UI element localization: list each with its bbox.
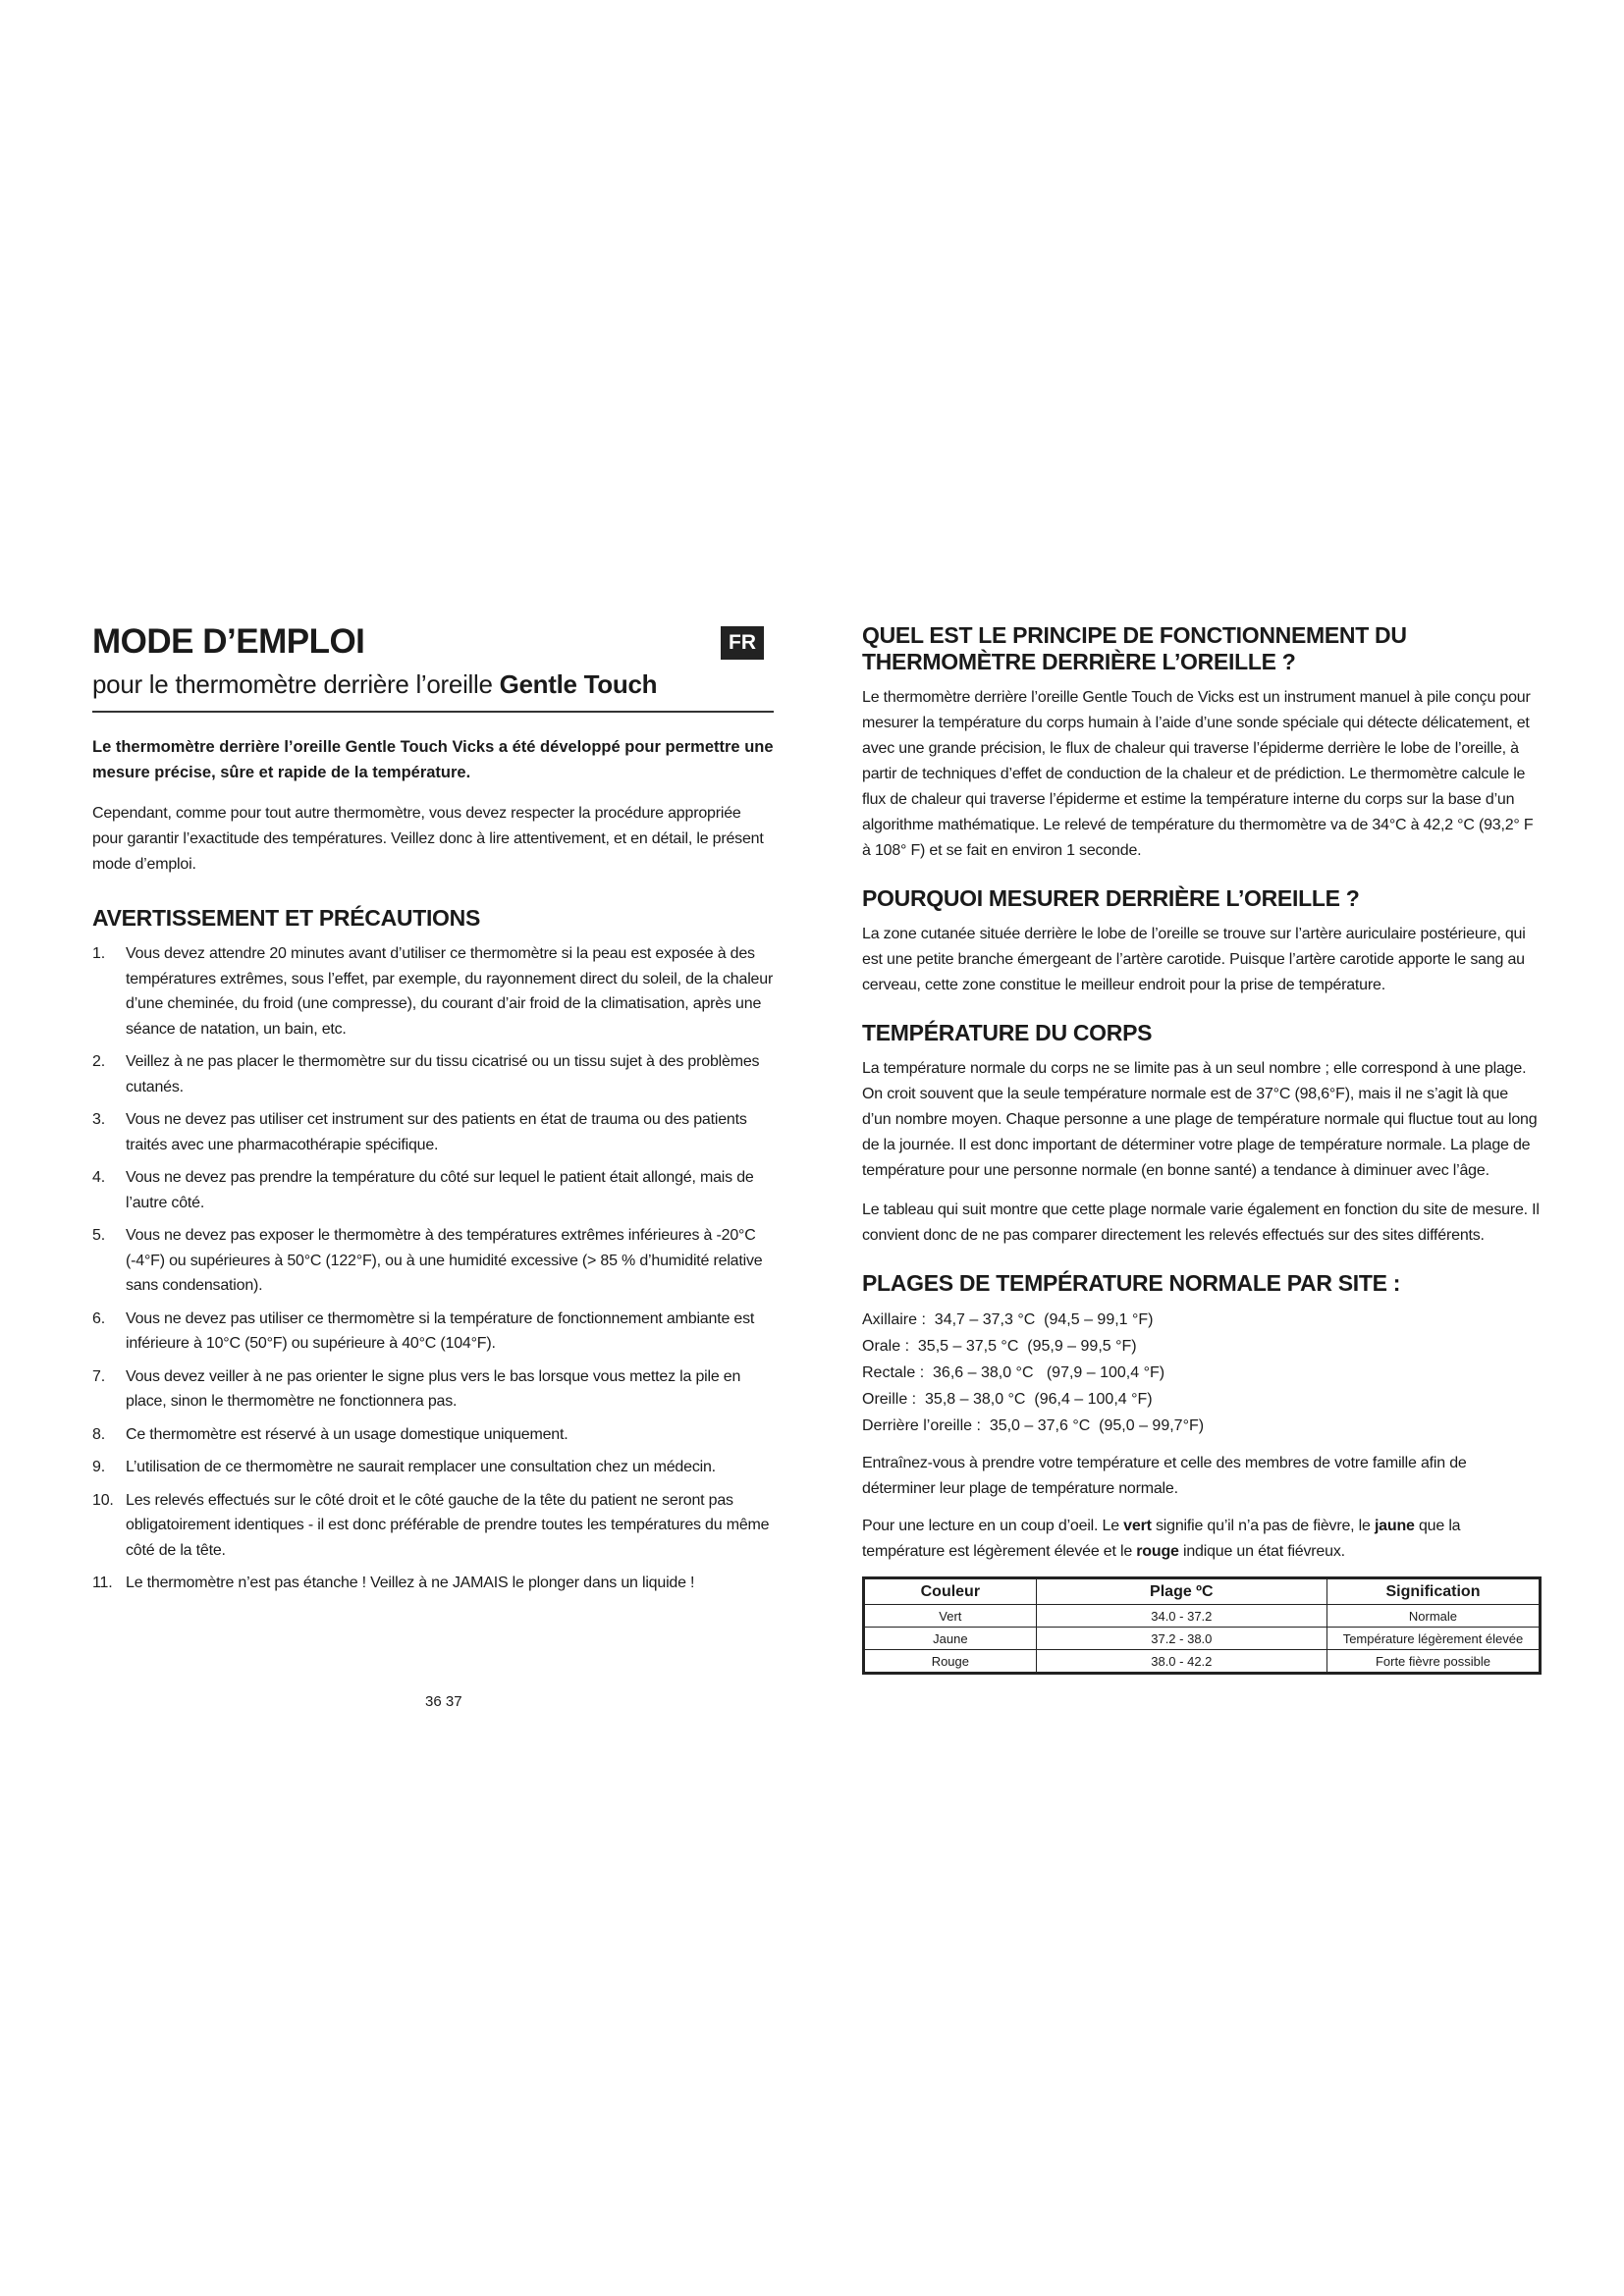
warning-text: L’utilisation de ce thermomètre ne saurait remplacer une consultation chez un médecin.	[126, 1459, 716, 1475]
why-body: La zone cutanée située derrière le lobe de l’oreille se trouve sur l’artère auriculaire postérieure, qui est une petite branche émergeant de l’artère carotide. Puisque l’artère carotide apporte le sang au cerveau, cette zone constitue le meilleur endroit pour la prise de température.	[862, 926, 1526, 993]
warning-text: Veillez à ne pas placer le thermomètre sur du tissu cicatrisé ou un tissu sujet à des problèmes cutanés.	[126, 1053, 760, 1095]
color-word-yellow: jaune	[1374, 1518, 1415, 1534]
left-column	[92, 622, 774, 1604]
color-range-table	[862, 1576, 1542, 1675]
warnings-list	[92, 941, 774, 1596]
warning-number: 4.	[92, 1169, 105, 1186]
warning-number: 6.	[92, 1309, 105, 1327]
range-oral: Orale : 35,5 – 37,5 °C (95,9 – 99,5 °F)	[862, 1338, 1137, 1355]
warning-text: Vous devez veiller à ne pas orienter le signe plus vers le bas lorsque vous mettez la pile en place, sinon le thermomètre ne fonctionnera pas.	[126, 1367, 741, 1410]
language-badge: FR	[721, 626, 764, 660]
warning-number: 8.	[92, 1425, 105, 1443]
warning-item	[92, 1455, 774, 1480]
warning-number: 2.	[92, 1053, 105, 1070]
warning-item	[92, 1571, 774, 1596]
warning-number: 1.	[92, 945, 105, 962]
range-behind-ear: Derrière l’oreille : 35,0 – 37,6 °C (95,0 – 99,7°F)	[862, 1417, 1205, 1434]
color-word-red: rouge	[1136, 1543, 1179, 1560]
body-temp-text-2: Le tableau qui suit montre que cette plage normale varie également en fonction du site de mesure. Il convient donc de ne pas comparer directement les relevés effectués sur des sites différents.	[862, 1201, 1540, 1244]
range-rectal: Rectale : 36,6 – 38,0 °C (97,9 – 100,4 °F)	[862, 1364, 1165, 1381]
table-cell: Forte fièvre possible	[1326, 1650, 1540, 1674]
warning-text: Vous ne devez pas prendre la température du côté sur lequel le patient était allongé, mais de l’autre côté.	[126, 1169, 754, 1211]
table-cell: 34.0 - 37.2	[1036, 1605, 1326, 1628]
right-column	[862, 622, 1540, 1675]
table-row	[864, 1650, 1541, 1674]
principle-heading: QUEL EST LE PRINCIPE DE FONCTIONNEMENT DU THERMOMÈTRE DERRIÈRE L’OREILLE ?	[862, 622, 1407, 674]
table-cell: 37.2 - 38.0	[1036, 1628, 1326, 1650]
warning-number: 7.	[92, 1367, 105, 1385]
intro-lead: Le thermomètre derrière l’oreille Gentle Touch Vicks a été développé pour permettre une mesure précise, sûre et rapide de la température.	[92, 738, 774, 781]
table-cell: Température légèrement élevée	[1326, 1628, 1540, 1650]
table-cell: 38.0 - 42.2	[1036, 1650, 1326, 1674]
warning-item	[92, 1364, 774, 1415]
color-text-part-4: indique un état fiévreux.	[1178, 1543, 1345, 1560]
body-temp-text-1: La température normale du corps ne se limite pas à un seul nombre ; elle correspond à une plage. On croit souvent que la seule température normale est de 37°C (98,6°F), mais il ne s’agit là que d’un nombre moyen. Chaque personne a une plage de température normale qui fluctue tout au long de la journée. Il est donc important de déterminer votre plage de température normale. La plage de température pour une personne normale (en bonne santé) a tendance à diminuer avec l’âge.	[862, 1060, 1538, 1179]
warning-item	[92, 1307, 774, 1357]
title-row	[92, 622, 774, 662]
warning-text: Vous devez attendre 20 minutes avant d’utiliser ce thermomètre si la peau est exposée à des températures extrêmes, sous l’effet, par exemple, du rayonnement direct du soleil, de la chaleur d’une cheminée, du froid (une compresse), du courant d’air froid de la climatisation, après une séance de natation, un bain, etc.	[126, 945, 774, 1038]
table-cell: Vert	[864, 1605, 1037, 1628]
warning-text: Vous ne devez pas utiliser ce thermomètre si la température de fonctionnement ambiante est inférieure à 10°C (50°F) ou supérieure à 40°C (104°F).	[126, 1309, 755, 1352]
warning-item	[92, 1422, 774, 1448]
color-text-part-2: signifie qu’il n’a pas de fièvre, le	[1151, 1518, 1375, 1534]
column-header-meaning: Signification	[1326, 1578, 1540, 1605]
ranges-heading: PLAGES DE TEMPÉRATURE NORMALE PAR SITE :	[862, 1270, 1401, 1296]
table-row	[864, 1628, 1541, 1650]
column-header-range: Plage ºC	[1036, 1578, 1326, 1605]
ranges-list	[862, 1307, 1540, 1439]
warning-item	[92, 941, 774, 1041]
warning-number: 9.	[92, 1459, 105, 1475]
warning-number: 5.	[92, 1227, 105, 1244]
warning-item	[92, 1488, 774, 1564]
warning-item	[92, 1107, 774, 1157]
color-text-part-1: Pour une lecture en un coup d’oeil. Le	[862, 1518, 1124, 1534]
range-ear: Oreille : 35,8 – 38,0 °C (96,4 – 100,4 °F)	[862, 1391, 1153, 1408]
warnings-heading: AVERTISSEMENT ET PRÉCAUTIONS	[92, 905, 480, 931]
warning-text: Ce thermomètre est réservé à un usage domestique uniquement.	[126, 1425, 568, 1443]
title-divider	[92, 711, 774, 713]
color-word-green: vert	[1123, 1518, 1152, 1534]
warning-number: 10.	[92, 1491, 114, 1509]
table-cell: Rouge	[864, 1650, 1037, 1674]
body-temp-heading: TEMPÉRATURE DU CORPS	[862, 1020, 1153, 1045]
why-heading: POURQUOI MESURER DERRIÈRE L’OREILLE ?	[862, 885, 1360, 911]
subtitle-prefix: pour le thermomètre derrière l’oreille	[92, 669, 500, 699]
warning-number: 11.	[92, 1575, 113, 1591]
table-cell: Jaune	[864, 1628, 1037, 1650]
principle-body: Le thermomètre derrière l’oreille Gentle Touch de Vicks est un instrument manuel à pile conçu pour mesurer la température du corps humain à l’aide d’une sonde spéciale qui détecte délicatement, et avec une grande précision, le flux de chaleur qui traverse l’épiderme derrière le lobe de l’oreille, à partir de techniques d’effet de conduction de la chaleur et de prédiction. Le thermomètre calcule le flux de chaleur qui traverse l’épiderme et estime la température interne du corps sur la base d’un algorithme mathématique. Le relevé de température du thermomètre va de 34°C à 42,2 °C (93,2° F à 108° F) et se fait en environ 1 seconde.	[862, 689, 1534, 859]
warning-text: Le thermomètre n’est pas étanche ! Veillez à ne JAMAIS le plonger dans un liquide !	[126, 1575, 695, 1591]
column-header-color: Couleur	[864, 1578, 1037, 1605]
warning-item	[92, 1049, 774, 1099]
page-title: MODE D’EMPLOI	[92, 622, 365, 661]
table-header-row	[864, 1578, 1541, 1605]
subtitle-brand: Gentle Touch	[499, 669, 658, 699]
warning-text: Vous ne devez pas exposer le thermomètre à des températures extrêmes inférieures à -20°C (-4°F) ou supérieures à 50°C (122°F), ou à une humidité excessive (> 85 % d’humidité relative sans condensation).	[126, 1227, 763, 1294]
range-axillary: Axillaire : 34,7 – 37,3 °C (94,5 – 99,1 °F)	[862, 1311, 1154, 1328]
color-text-part-3: que la température est légèrement élevée et le	[862, 1518, 1461, 1560]
page-numbers: 36 37	[425, 1693, 462, 1710]
warning-item	[92, 1165, 774, 1215]
warning-text: Les relevés effectués sur le côté droit et le côté gauche de la tête du patient ne seront pas obligatoirement identiques - il est donc préférable de prendre toutes les températures du même côté de la tête.	[126, 1491, 770, 1559]
warning-item	[92, 1223, 774, 1299]
table-row	[864, 1605, 1541, 1628]
subtitle	[92, 667, 774, 701]
warning-text: Vous ne devez pas utiliser cet instrument sur des patients en état de trauma ou des patients traités avec une pharmacothérapie spécifique.	[126, 1111, 747, 1153]
table-cell: Normale	[1326, 1605, 1540, 1628]
intro-body: Cependant, comme pour tout autre thermomètre, vous devez respecter la procédure appropriée pour garantir l’exactitude des températures. Veillez donc à lire attentivement, et en détail, le présent mode d’emploi.	[92, 805, 764, 873]
training-text: Entraînez-vous à prendre votre température et celle des membres de votre famille afin de déterminer leur plage de température normale.	[862, 1455, 1467, 1497]
warning-number: 3.	[92, 1111, 105, 1128]
color-legend-text	[862, 1514, 1540, 1565]
